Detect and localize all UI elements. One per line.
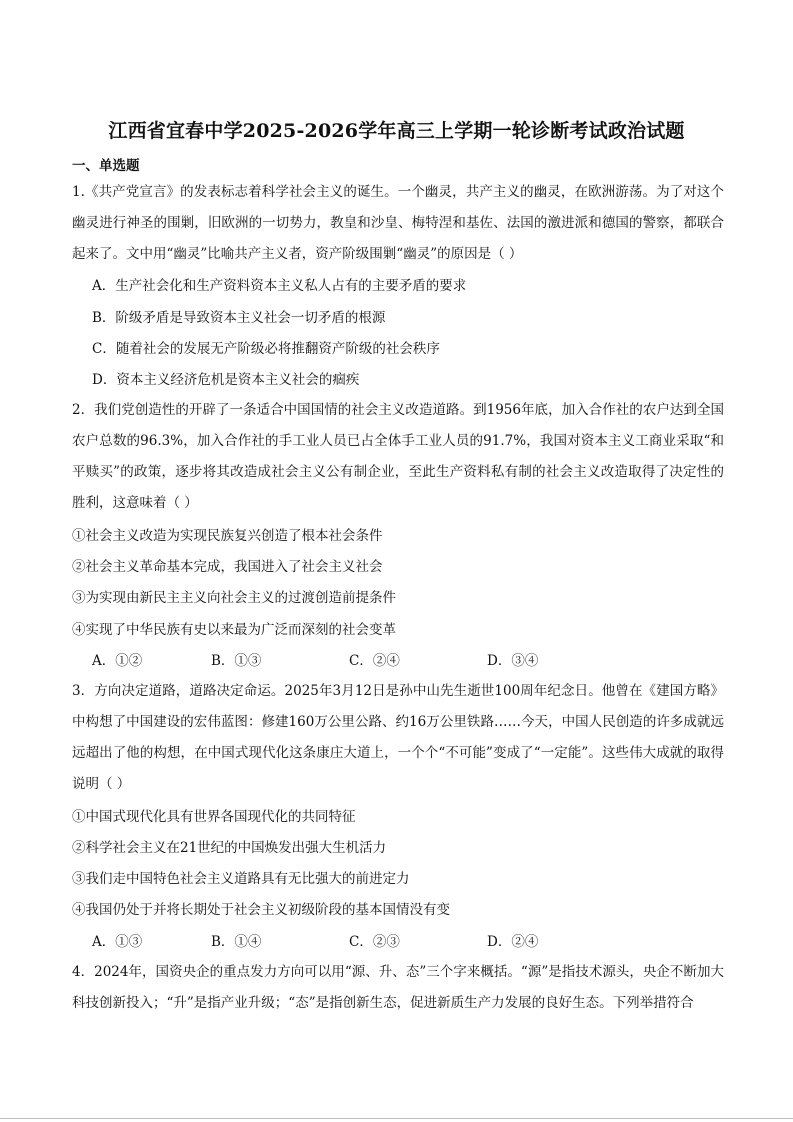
question-1-option-b: B．阶级矛盾是导致资本主义社会一切矛盾的根源 xyxy=(92,310,386,326)
question-2-choice-c: C．②④ xyxy=(349,653,400,669)
question-2-stem: 2．我们党创造性的开辟了一条适合中国国情的社会主义改造道路。到1956年底，加入合作社的农户达到全国农户总数的96.3%，加入合作社的手工业人员已占全体手工业人员的91.7%，我国对资本主义工商业采取“和平赎买”的政策，逐步将其改造成社会主义公有制企业，至此生产资料私有制的社会主义改造取得了决定性的胜利，这意味着（ ） xyxy=(72,402,724,511)
question-2-statement-2: ②社会主义革命基本完成，我国进入了社会主义社会 xyxy=(72,559,383,575)
question-2-choice-a: A．①② xyxy=(92,653,143,669)
question-3-choice-b: B．①④ xyxy=(211,934,262,950)
question-2-statement-3: ③为实现由新民主主义向社会主义的过渡创造前提条件 xyxy=(72,590,396,606)
question-1-stem: 1.《共产党宣言》的发表标志着科学社会主义的诞生。一个幽灵，共产主义的幽灵，在欧洲游荡。为了对这个幽灵进行神圣的围剿，旧欧洲的一切势力，教皇和沙皇、梅特涅和基佐、法国的激进派和德国的警察，都联合起来了。文中用“幽灵”比喻共产主义者，资产阶级围剿“幽灵”的原因是（ ） xyxy=(72,184,724,262)
question-4-stem: 4．2024年，国资央企的重点发力方向可以用“源、升、态”三个字来概括。“源”是指技术源头，央企不断加大科技创新投入；“升”是指产业升级；“态”是指创新生态，促进新质生产力发展的良好生态。下列举措符合 xyxy=(72,964,724,1011)
page-bottom-divider xyxy=(0,1118,793,1119)
question-2-choice-b: B．①③ xyxy=(211,653,262,669)
question-1-option-d: D．资本主义经济危机是资本主义社会的痼疾 xyxy=(92,372,360,388)
question-3-choice-d: D．②④ xyxy=(487,934,539,950)
page-title: 江西省宜春中学2025-2026学年高三上学期一轮诊断考试政治试题 xyxy=(108,120,685,142)
question-3-stem: 3．方向决定道路，道路决定命运。2025年3月12日是孙中山先生逝世100周年纪念日。他曾在《建国方略》中构想了中国建设的宏伟蓝图：修建160万公里公路、约16万公里铁路……今天，中国人民创造的许多成就远远超出了他的构想，在中国式现代化这条康庄大道上，一个个“不可能”变成了“一定能”。这些伟大成就的取得说明（ ） xyxy=(72,683,724,792)
question-3-statement-4: ④我国仍处于并将长期处于社会主义初级阶段的基本国情没有变 xyxy=(72,902,450,918)
question-3-choice-a: A．①③ xyxy=(92,934,143,950)
question-1-option-a: A．生产社会化和生产资料资本主义私人占有的主要矛盾的要求 xyxy=(92,278,467,294)
question-3-statement-1: ①中国式现代化具有世界各国现代化的共同特征 xyxy=(72,809,356,825)
question-1-option-c: C．随着社会的发展无产阶级必将推翻资产阶级的社会秩序 xyxy=(92,341,440,357)
question-2-statement-4: ④实现了中华民族有史以来最为广泛而深刻的社会变革 xyxy=(72,622,396,638)
question-2-choice-d: D．③④ xyxy=(487,653,539,669)
question-3-statement-2: ②科学社会主义在21世纪的中国焕发出强大生机活力 xyxy=(72,840,387,856)
question-3-choice-c: C．②③ xyxy=(349,934,400,950)
question-3-statement-3: ③我们走中国特色社会主义道路具有无比强大的前进定力 xyxy=(72,871,410,887)
section-heading: 一、单选题 xyxy=(72,158,140,174)
question-2-statement-1: ①社会主义改造为实现民族复兴创造了根本社会条件 xyxy=(72,528,383,544)
